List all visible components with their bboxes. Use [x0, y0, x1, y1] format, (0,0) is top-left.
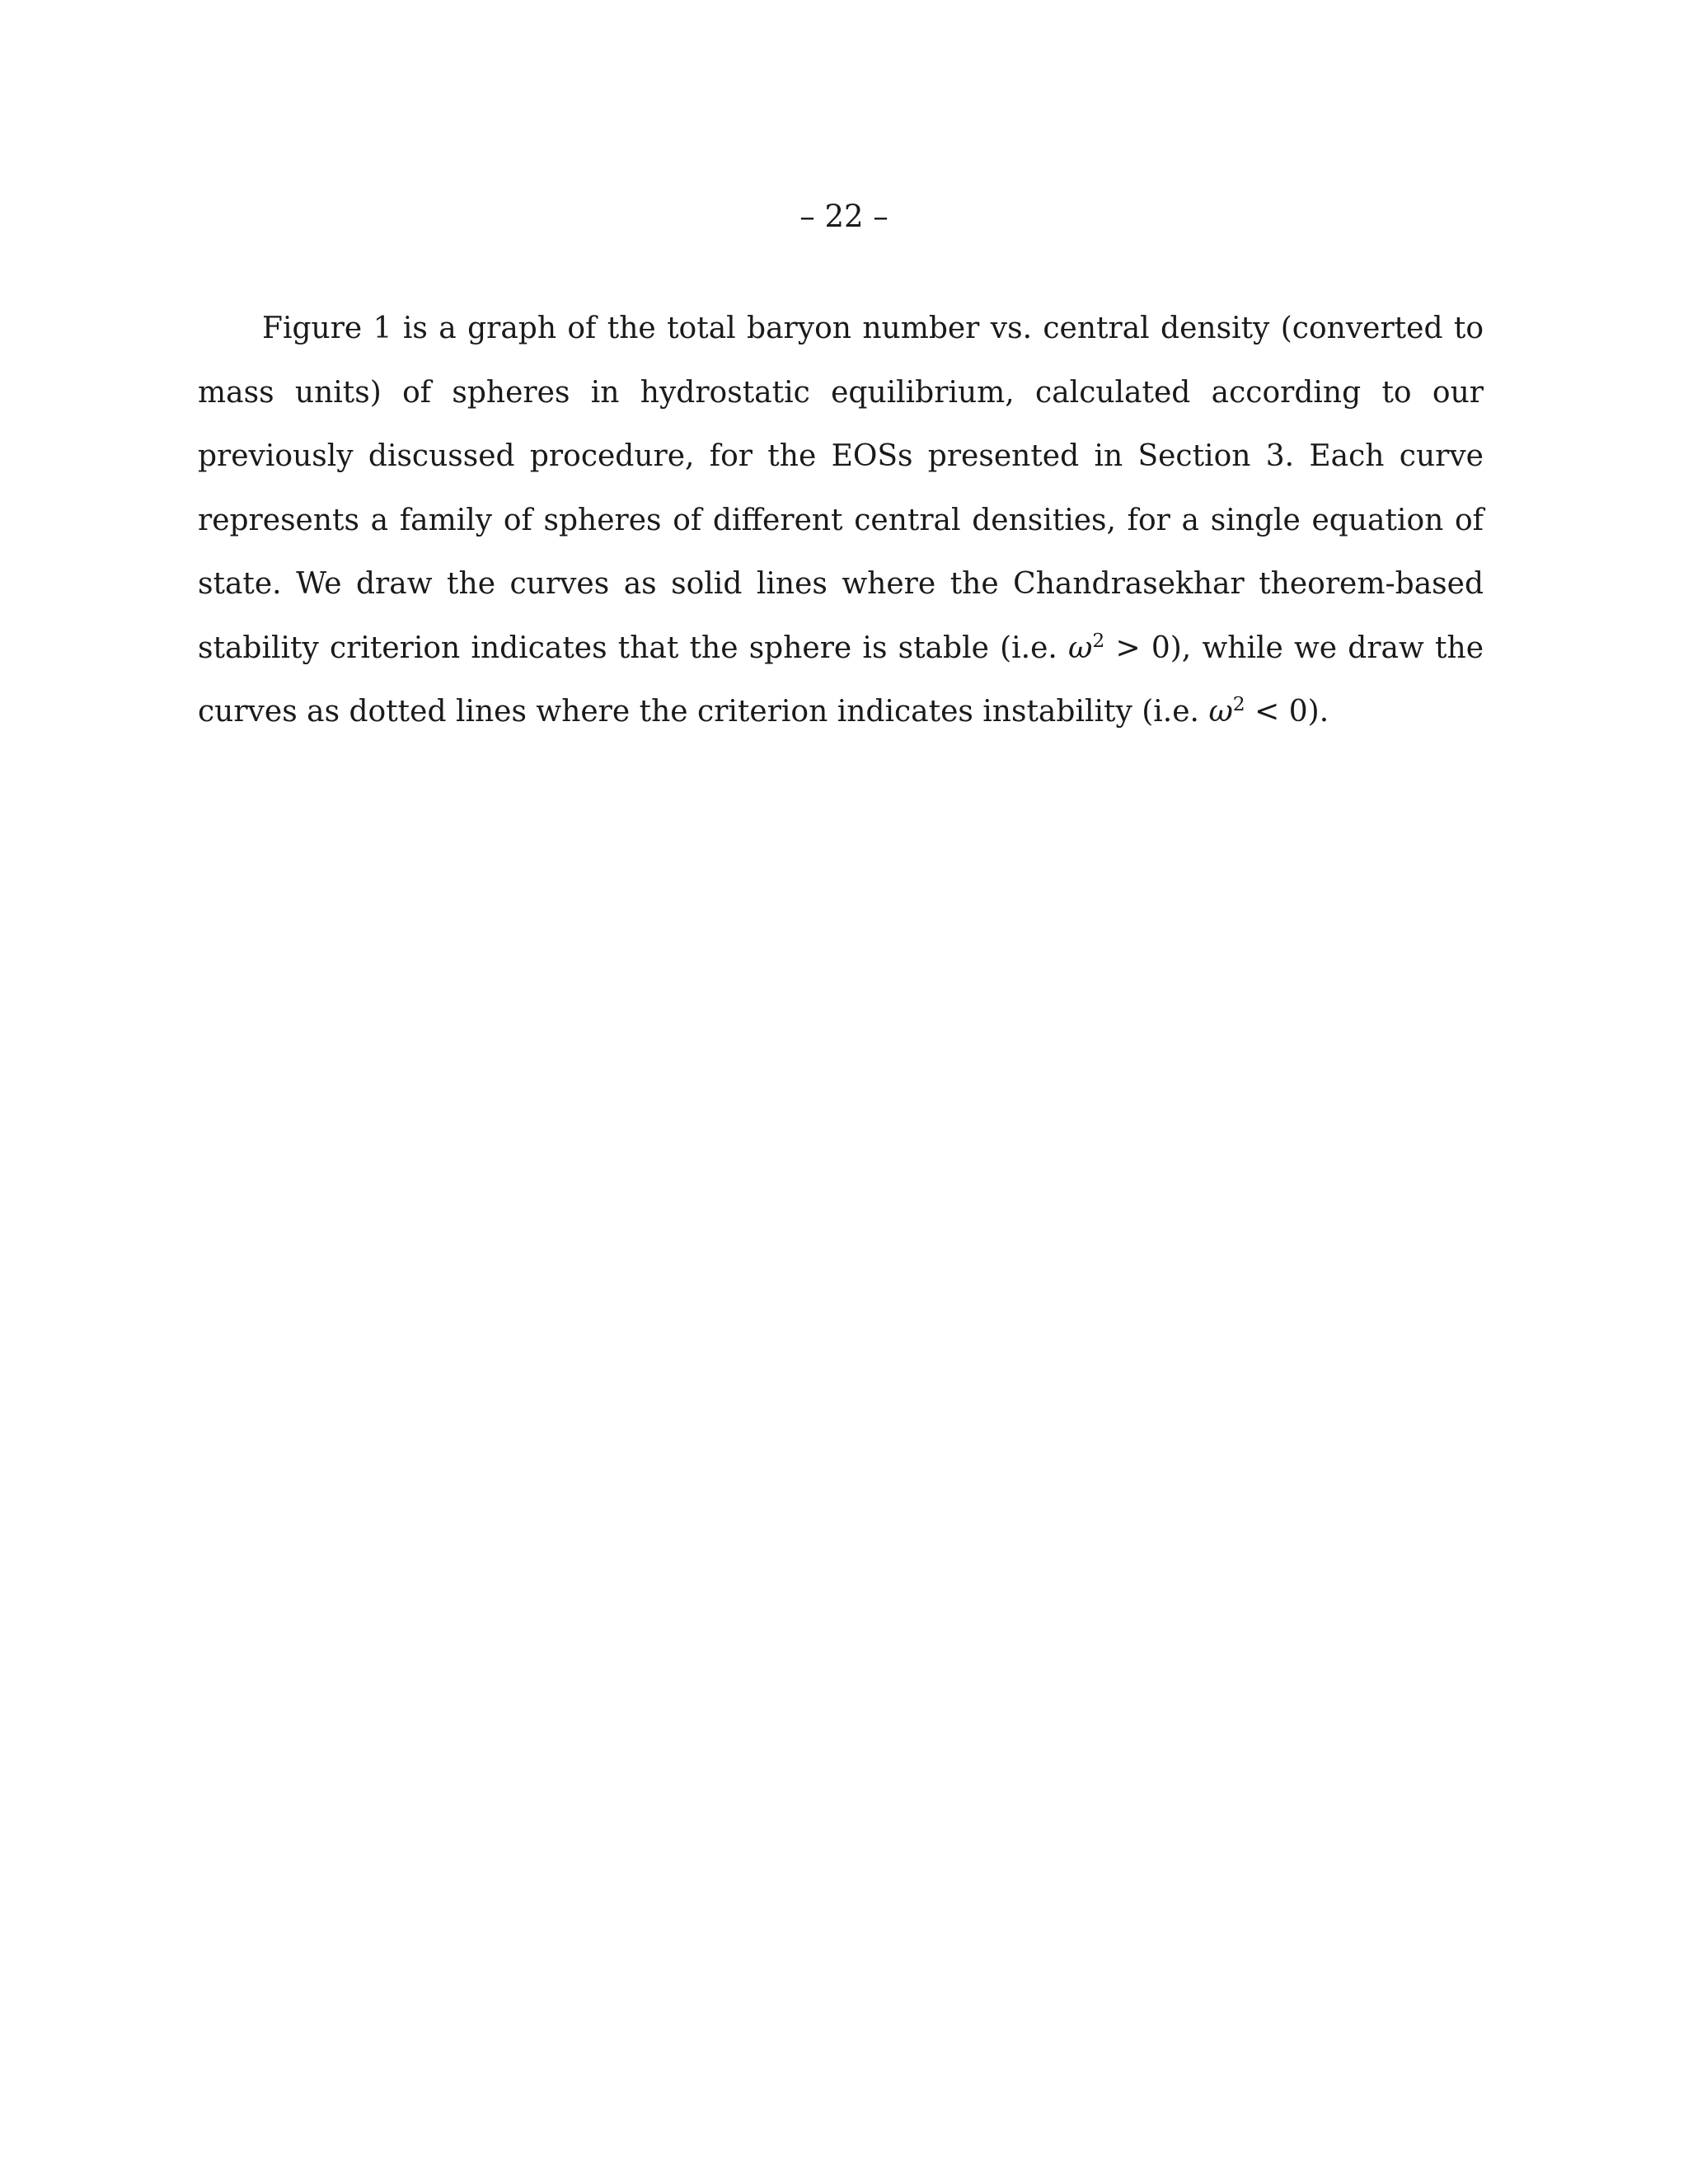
page-number: – 22 –: [799, 199, 889, 234]
paragraph-text-1: Figure 1 is a graph of the total baryon number vs. central density (converted to mass units) of spheres in hydrostatic equilibrium, calculated according to our previously discussed procedure, for the EOSs presented in Section 3. Each curve represents a family of spheres of different central densities, for a single equation of state. We draw the curves as solid lines where the Chandrasekhar theorem-based stability criterion indicates that the sphere is stable (i.e.: [198, 312, 1484, 665]
paragraph-text-3: < 0).: [1245, 695, 1329, 729]
body-paragraph: [198, 297, 1484, 744]
exponent: 2: [1232, 692, 1245, 716]
exponent: 2: [1092, 628, 1105, 652]
omega-symbol: ω: [1208, 695, 1233, 729]
omega-symbol: ω: [1068, 630, 1093, 665]
paragraph-text-2: > 0), while we draw the curves as dotted lines where the criterion indicates instability (i.e.: [198, 630, 1484, 729]
